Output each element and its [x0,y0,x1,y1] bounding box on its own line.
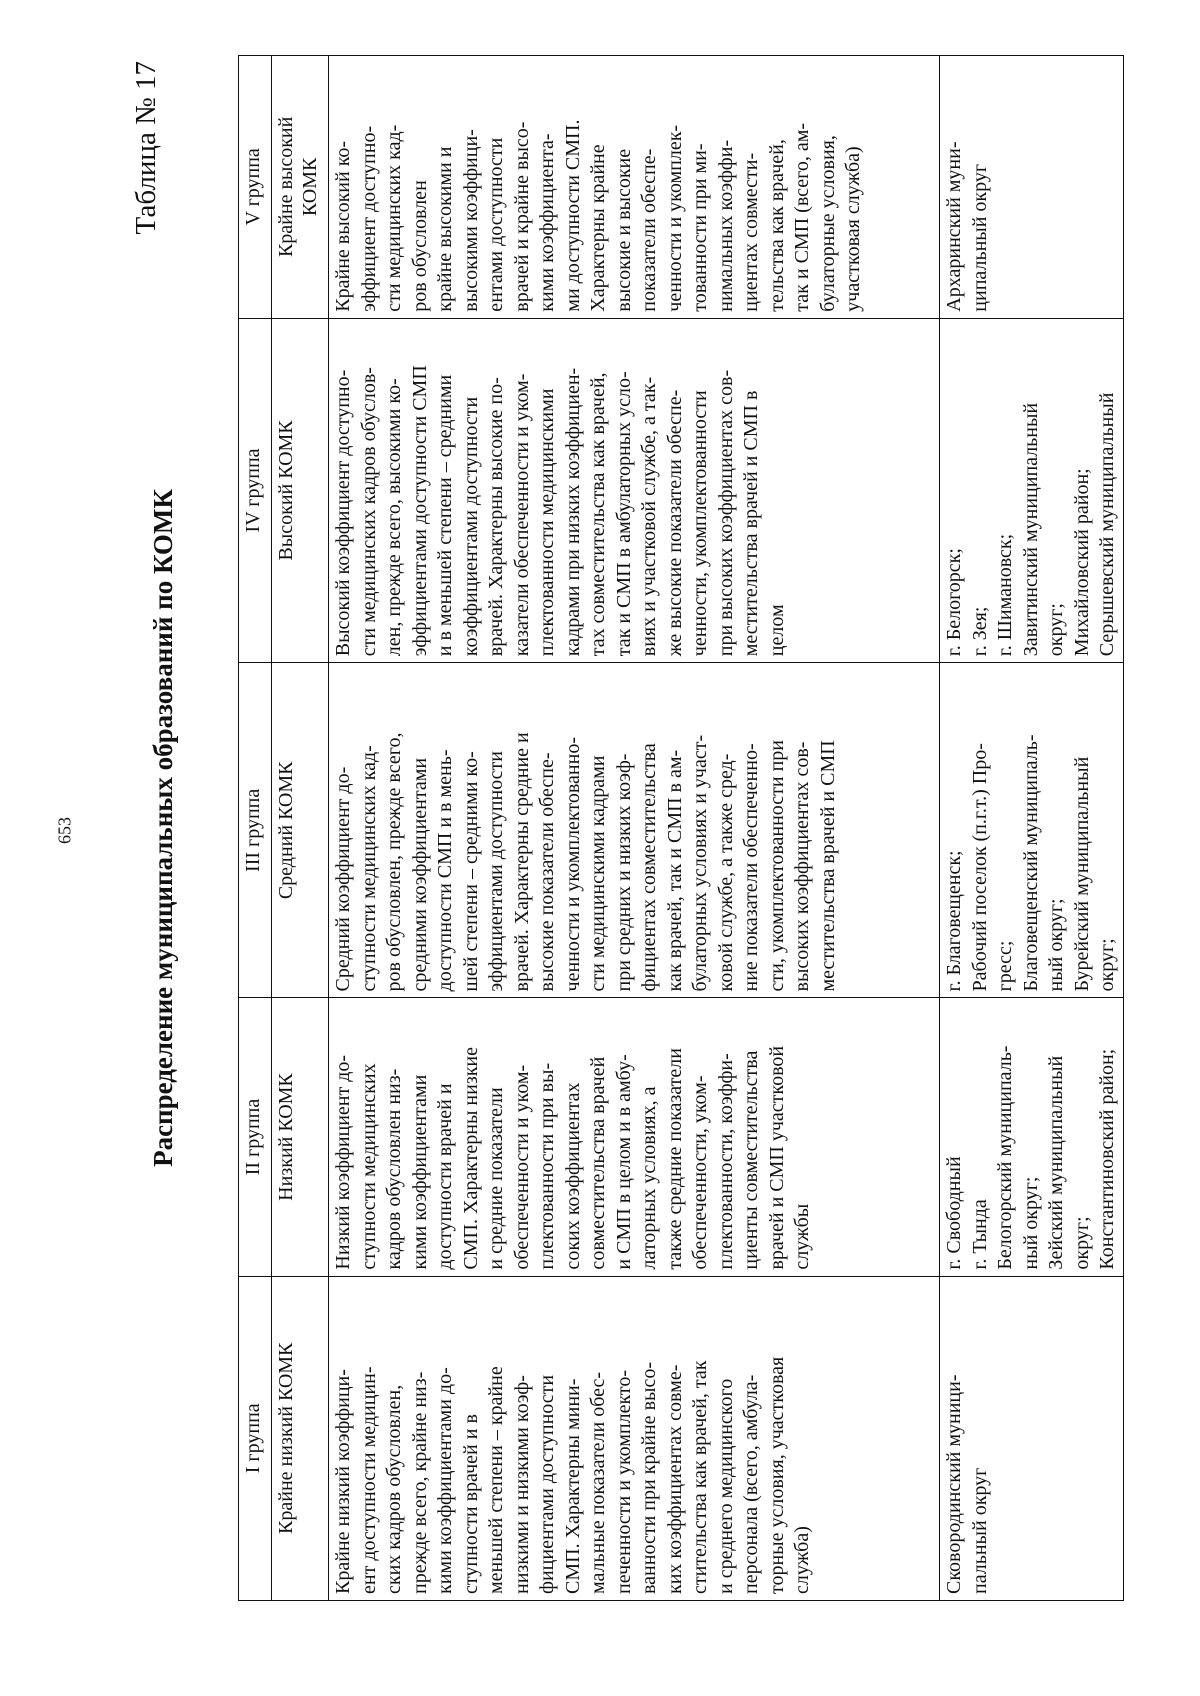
text-line: высоких коэффициентах сов- [791,741,813,992]
text-line: коэффициентами доступности [459,396,482,657]
text-line: меньшей степени – крайне [485,1366,507,1594]
group-level-cell [272,56,329,319]
text-line: латорных условиях, а [638,1086,660,1270]
text-line: Крайне высокий ко- [332,140,354,312]
text-line: Крайне высокий [275,116,297,258]
text-line: ченности и укомплек- [663,124,686,312]
text-line: крайне высокими и [434,146,456,312]
group-name-cell: IV группа [239,318,272,663]
group-municipalities-cell [940,1276,1124,1600]
text-line: г. Свободный [943,1156,965,1270]
text-line: так и СМП в амбулаторных усло- [612,371,635,657]
group-level-row [272,56,329,1601]
text-line: Бурейский муниципальный [1070,756,1093,992]
text-line: эффициентами доступности СМП [408,365,431,657]
text-line: доступности врачей и [434,1083,456,1270]
text-line: высокие и высокие [612,148,635,312]
text-line: высокими коэффици- [459,129,482,312]
group-name-cell: V группа [239,56,272,319]
text-line: при средних и низких коэф- [612,753,635,992]
text-line: целом [765,604,788,657]
group-municipalities-cell [940,663,1124,998]
text-line: г. Белогорск; [943,548,965,657]
text-line: и среднего медицинского [714,1378,737,1594]
group-description-cell [329,318,940,663]
text-line: фициентами доступности [536,1374,558,1594]
group-description-cell [329,1276,940,1600]
text-line: при высоких коэффициентах сов- [714,369,737,657]
text-line: ступности медицинских кад- [357,745,380,992]
text-line: Зейский муниципальный [1045,1055,1067,1270]
text-line: Крайне низкий коэффици- [332,1369,354,1594]
text-line: Серышевский муниципальный [1096,392,1118,657]
text-line: сти, укомплектованности при [765,739,788,992]
text-line: КОМК [299,157,321,217]
text-line: СМП. Характерны низкие [459,1046,482,1270]
text-line: также средние показатели [663,1048,686,1270]
text-line: участковая служба) [842,146,864,312]
text-line: стительства как врачей, так [689,1360,711,1594]
text-line: циентах совмести- [740,152,762,312]
text-line: Рабочий поселок (п.г.т.) Про- [968,743,991,992]
text-line: булаторных условиях и участ- [689,734,711,992]
text-line: Средний коэффициент до- [332,766,354,992]
rotated-page-content [130,55,1130,1601]
text-line: местительства врачей и СМП [816,740,839,992]
text-line: Архаринский муни- [943,141,965,312]
text-line: СМП. Характерны мини- [561,1378,584,1594]
text-line: врачей и крайне высо- [510,121,533,312]
text-line: ступности врачей и в [459,1414,482,1594]
group-level-cell [272,998,329,1276]
municipalities-row [940,56,1124,1601]
text-line: доступности СМП и в мень- [434,749,456,992]
text-line: обеспеченности, уком- [689,1075,711,1270]
text-line: ченности и укомплектованно- [561,737,584,992]
text-line: ципальный округ [968,163,991,312]
text-line: ковой службе, а также сред- [714,753,737,992]
text-line: врачей. Характерны высокие по- [485,377,507,657]
text-line: нимальных коэффи- [714,139,737,312]
text-line: эффициент доступно- [357,125,380,312]
text-line: округ; [1096,938,1118,992]
group-level-cell [272,1276,329,1600]
text-line: Высокий коэффициент доступно- [332,369,354,657]
text-line: Крайне низкий КОМК [275,1342,297,1534]
text-line: округ; [1045,603,1067,657]
text-line: средними коэффициентами [408,757,431,992]
text-line: виях и участковой службе, а так- [638,376,660,657]
table-number: Таблица № 17 [130,61,162,235]
text-line: г. Шимановск; [994,533,1016,657]
text-line: кими коэффициентами [408,1074,431,1270]
group-level-cell [272,663,329,998]
text-line: врачей. Характерны средние и [510,732,533,992]
text-line: торные условия, участковая [765,1356,788,1594]
text-line: ров обусловлен, прежде всего, [383,732,405,992]
text-line: ченности, укомплектованности [689,390,711,657]
text-line: плектованности при вы- [536,1062,558,1270]
komk-distribution-table [238,55,1124,1601]
text-line: кими коэффициента- [536,133,558,312]
text-line: низкими и низкими коэф- [510,1375,533,1594]
description-row [329,56,940,1601]
text-line: фициентах совместительства [638,743,660,992]
text-line: Характерны крайне [587,144,609,312]
table-title: Распределение муниципальных образований по КОМК [148,489,178,1167]
text-line: Низкий КОМК [275,1073,297,1201]
group-name-cell: II группа [239,998,272,1276]
text-line: ских кадров обусловлен, [383,1384,405,1594]
text-line: ный округ; [1019,1176,1042,1270]
text-line: г. Тында [968,1199,991,1270]
text-line: кадров обусловлен низ- [383,1068,405,1270]
text-line: ступности медицинских [357,1063,380,1270]
text-line: кими коэффициентами до- [434,1367,456,1594]
text-line: Благовещенский муниципаль- [1019,734,1042,992]
text-line: кадрами при низких коэффициен- [561,367,584,657]
text-line: ких коэффициентах совме- [663,1364,686,1594]
text-line: службы [791,1203,813,1270]
text-line: тельства как врачей, [765,139,788,312]
text-line: и СМП в целом и в амбу- [612,1054,635,1270]
group-name-cell: III группа [239,663,272,998]
text-line: Завитинский муниципальный [1019,402,1042,657]
group-level-cell [272,318,329,663]
text-line: лен, прежде всего, высокими ко- [383,378,405,657]
text-line: Высокий КОМК [275,420,297,561]
text-line: ров обусловлен [408,180,431,312]
group-name-row [239,56,272,1601]
group-description-cell [329,56,940,319]
text-line: шей степени – средними ко- [459,751,482,992]
text-line: и в меньшей степени – средними [434,374,456,657]
text-line: округ; [1070,1216,1093,1270]
text-line: сти медицинских кад- [383,124,405,312]
text-line: ный округ; [1045,898,1067,992]
text-line: печенности и укомплекто- [612,1369,635,1594]
text-line: тах совместительства как врачей, [587,372,609,657]
text-line: ванности при крайне высо- [638,1362,660,1594]
group-municipalities-cell [940,56,1124,319]
group-name-cell: I группа [239,1276,272,1600]
text-line: Белогорский муниципаль- [994,1045,1016,1270]
text-line: врачей и СМП участковой [765,1045,788,1270]
text-line: ент доступности медицин- [357,1366,380,1594]
text-line: сти медицинских кадров обуслов- [357,367,380,657]
text-line: булаторные условия, [816,135,839,312]
text-line: показатели обеспе- [638,148,660,312]
text-line: местительства врачей и СМП в [740,390,762,657]
group-description-cell [329,663,940,998]
text-line: прежде всего, крайне низ- [408,1371,431,1594]
group-municipalities-cell [940,998,1124,1276]
text-line: совместительства врачей [587,1056,609,1270]
text-line: обеспеченности и уком- [510,1064,533,1270]
text-line: пальный округ [968,1467,991,1594]
text-line: плектованности медицинскими [536,388,558,657]
text-line: циенты совместительства [740,1050,762,1270]
text-line: сти медицинскими кадрами [587,755,609,992]
text-line: г. Зея; [968,606,991,657]
text-line: персонала (всего, амбула- [740,1374,762,1594]
text-line: так и СМП (всего, ам- [791,122,813,312]
text-line: гресс; [994,940,1016,992]
text-line: ми доступности СМП. [561,119,584,312]
text-line: как врачей, так и СМП в ам- [663,749,686,992]
text-line: Сковородинский муници- [943,1374,965,1594]
text-line: ентами доступности [485,137,507,312]
text-line: ние показатели обеспеченно- [740,743,762,992]
text-line: высокие показатели обеспе- [536,752,558,992]
text-line: г. Благовещенск; [943,850,965,992]
group-municipalities-cell [940,318,1124,663]
text-line: и средние показатели [485,1087,507,1270]
text-line: казатели обеспеченности и уком- [510,373,533,657]
text-line: тованности при ми- [689,143,711,312]
text-line: Средний КОМК [275,761,297,900]
text-line: Низкий коэффициент до- [332,1054,354,1270]
text-line: служба) [791,1526,813,1594]
page-number: 653 [54,817,75,844]
text-line: же высокие показатели обеспе- [663,389,686,657]
text-line: плектованности, коэффи- [714,1053,737,1270]
text-line: эффициентами доступности [485,751,507,992]
text-line: мальные показатели обес- [587,1371,609,1594]
text-line: Константиновский район; [1096,1048,1118,1270]
group-description-cell [329,998,940,1276]
text-line: Михайловский район; [1070,468,1093,657]
text-line: соких коэффициентах [561,1082,584,1270]
